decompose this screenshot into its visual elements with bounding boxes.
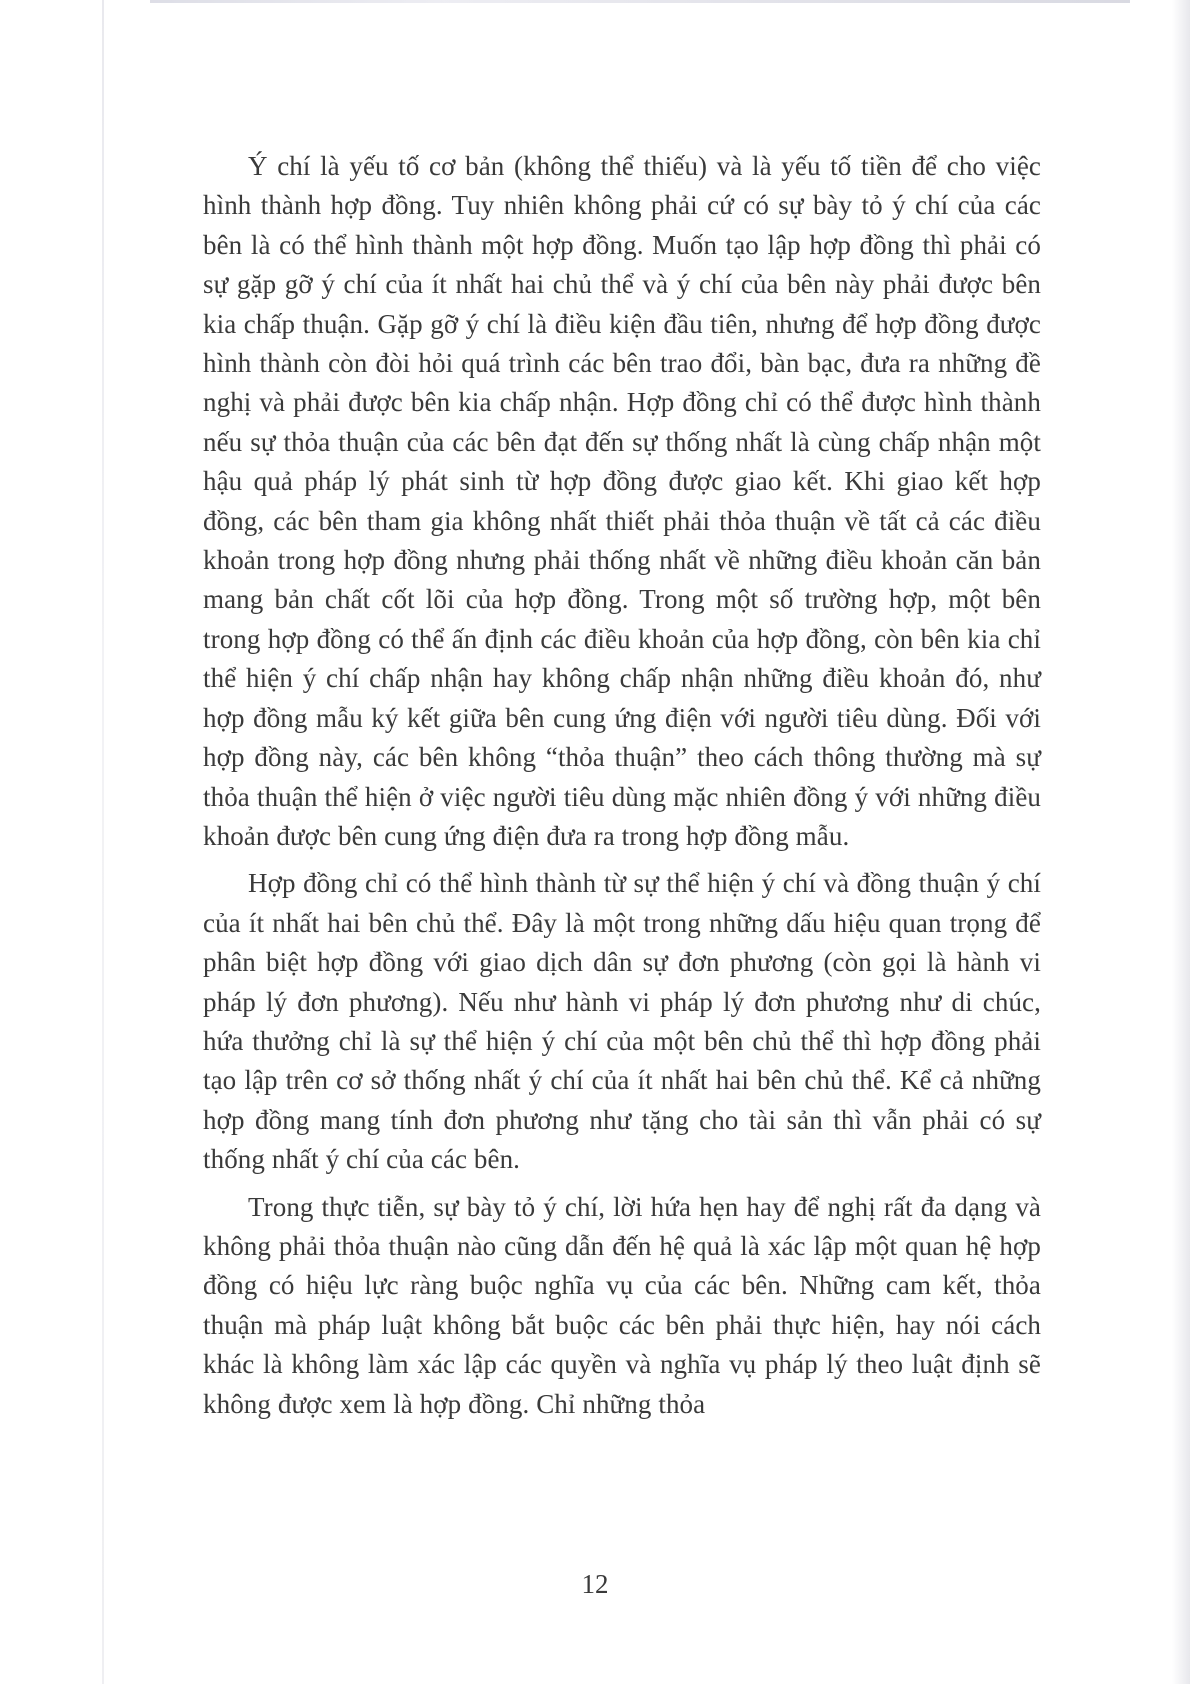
paragraph-2: Hợp đồng chỉ có thể hình thành từ sự thể hiện ý chí và đồng thuận ý chí của ít nhất hai bên chủ thể. Đây là một trong những dấu hiệu quan trọng để phân biệt hợp đồng với giao dịch dân sự đơn phương (còn gọi là hành vi pháp lý đơn phương). Nếu như hành vi pháp lý đơn phương như di chúc, hứa thưởng chỉ là sự thể hiện ý chí của một bên chủ thể thì hợp đồng phải tạo lập trên cơ sở thống nhất ý chí của ít nhất hai bên chủ thể. Kể cả những hợp đồng mang tính đơn phương như tặng cho tài sản thì vẫn phải có sự thống nhất ý chí của các bên. (203, 868, 1041, 1175)
scan-right-edge (1172, 0, 1190, 1684)
scan-top-edge (150, 0, 1130, 3)
paragraph-1: Ý chí là yếu tố cơ bản (không thể thiếu) và là yếu tố tiền để cho việc hình thành hợp đồng. Tuy nhiên không phải cứ có sự bày tỏ ý chí của các bên là có thể hình thành một hợp đồng. Muốn tạo lập hợp đồng thì phải có sự gặp gỡ ý chí của ít nhất hai chủ thể và ý chí của bên này phải được bên kia chấp thuận. Gặp gỡ ý chí là điều kiện đầu tiên, nhưng để hợp đồng được hình thành còn đòi hỏi quá trình các bên trao đổi, bàn bạc, đưa ra những đề nghị và phải được bên kia chấp nhận. Hợp đồng chỉ có thể được hình thành nếu sự thỏa thuận của các bên đạt đến sự thống nhất là cùng chấp nhận một hậu quả pháp lý phát sinh từ hợp đồng được giao kết. Khi giao kết hợp đồng, các bên tham gia không nhất thiết phải thỏa thuận về tất cả các điều khoản trong hợp đồng nhưng phải thống nhất về những điều khoản căn bản mang bản chất cốt lõi của hợp đồng. Trong một số trường hợp, một bên trong hợp đồng có thể ấn định các điều khoản của hợp đồng, còn bên kia chỉ thể hiện ý chí chấp nhận hay không chấp nhận những điều khoản đó, như hợp đồng mẫu ký kết giữa bên cung ứng điện với người tiêu dùng. Đối với hợp đồng này, các bên không “thỏa thuận” theo cách thông thường mà sự thỏa thuận thể hiện ở việc người tiêu dùng mặc nhiên đồng ý với những điều khoản được bên cung ứng điện đưa ra trong hợp đồng mẫu. (203, 151, 1041, 851)
paragraph-3: Trong thực tiễn, sự bày tỏ ý chí, lời hứa hẹn hay để nghị rất đa dạng và không phải thỏa thuận nào cũng dẫn đến hệ quả là xác lập một quan hệ hợp đồng có hiệu lực ràng buộc nghĩa vụ của các bên. Những cam kết, thỏa thuận mà pháp luật không bắt buộc các bên phải thực hiện, hay nói cách khác là không làm xác lập các quyền và nghĩa vụ pháp lý theo luật định sẽ không được xem là hợp đồng. Chỉ những thỏa (203, 1191, 1041, 1419)
scan-left-edge (102, 0, 104, 1684)
page-number: 12 (581, 1569, 609, 1599)
body-text (203, 147, 1041, 1424)
